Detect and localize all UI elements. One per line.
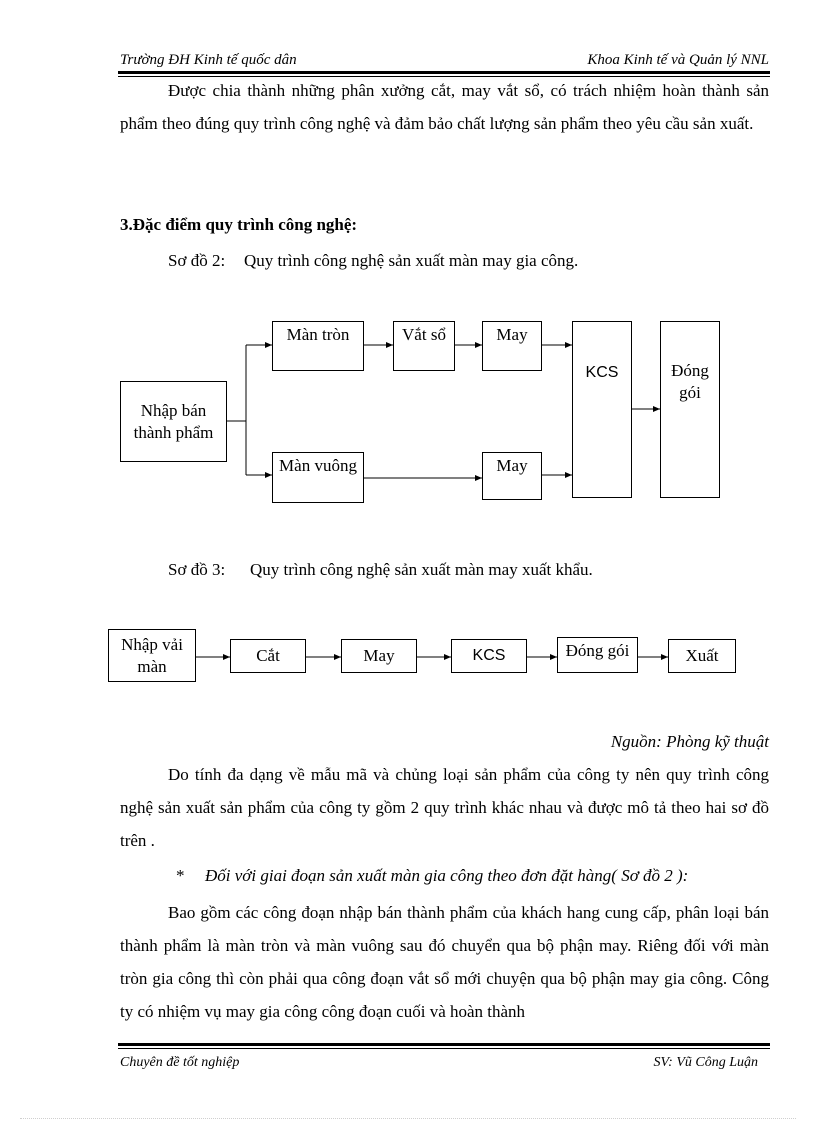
header-right: Khoa Kinh tế và Quản lý NNL	[587, 52, 769, 68]
d2-box-overlock: Vắt sổ	[393, 321, 455, 371]
page-bottom-dotted-line	[20, 1118, 796, 1119]
source-note: Nguồn: Phòng kỹ thuật	[610, 732, 769, 751]
footer-rule-thick	[118, 1043, 770, 1046]
header-left: Trường ĐH Kinh tế quốc dân	[120, 52, 297, 68]
diagram2-caption-text: Quy trình công nghệ sản xuất màn may gia công.	[244, 251, 579, 270]
d2-box-pack: Đóng gói	[660, 321, 720, 498]
d2-box-sew-top: May	[482, 321, 542, 371]
d3-box-pack: Đóng gói	[557, 637, 638, 673]
d3-box-kcs: KCS	[451, 639, 527, 673]
intro-paragraph: Được chia thành những phân xưởng cắt, may vắt sổ, có trách nhiệm hoàn thành sản phẩm theo đúng quy trình công nghệ và đảm bảo chất lượng sản phẩm theo yêu cầu sản xuất.	[120, 81, 769, 133]
d3-box-cut: Cắt	[230, 639, 306, 673]
footer-right: SV: Vũ Công Luận	[653, 1055, 758, 1070]
d2-box-square: Màn vuông	[272, 452, 364, 503]
d2-box-kcs: KCS	[572, 321, 632, 498]
bullet-text: Đối với giai đoạn sản xuất màn gia công theo đơn đặt hàng( Sơ đồ 2 ):	[205, 866, 689, 885]
d2-box-round: Màn tròn	[272, 321, 364, 371]
d3-box-input: Nhập vải màn	[108, 629, 196, 682]
diagram3-caption-text: Quy trình công nghệ sản xuất màn may xuất khẩu.	[250, 560, 593, 579]
bullet-marker: *	[176, 866, 185, 885]
footer-left: Chuyên đề tốt nghiệp	[120, 1055, 240, 1070]
d3-box-export: Xuất	[668, 639, 736, 673]
d2-box-input: Nhập bán thành phẩm	[120, 381, 227, 462]
diagram3-caption-label: Sơ đồ 3:	[168, 560, 226, 579]
paragraph-2: Do tính đa dạng về mẫu mã và chủng loại sản phẩm của công ty nên quy trình công nghệ sản xuất sản phẩm của công ty gồm 2 quy trình khác nhau và được mô tả theo hai sơ đồ trên .	[120, 765, 769, 850]
paragraph-3: Bao gồm các công đoạn nhập bán thành phẩm của khách hang cung cấp, phân loại bán thành phẩm là màn tròn và màn vuông sau đó chuyển qua bộ phận may. Riêng đối với màn tròn gia công thì còn phải qua công đoạn vắt sổ mới chuyện qua bộ phận may gia công. Công ty có nhiệm vụ may gia công công đoạn cuối và hoàn thành	[120, 903, 769, 1021]
d3-box-sew: May	[341, 639, 417, 673]
d2-box-sew-bottom: May	[482, 452, 542, 500]
diagram2-caption-label: Sơ đồ 2:	[168, 251, 226, 270]
footer-rule-thin	[118, 1048, 770, 1049]
section-heading: 3.Đặc điểm quy trình công nghệ:	[120, 215, 358, 234]
